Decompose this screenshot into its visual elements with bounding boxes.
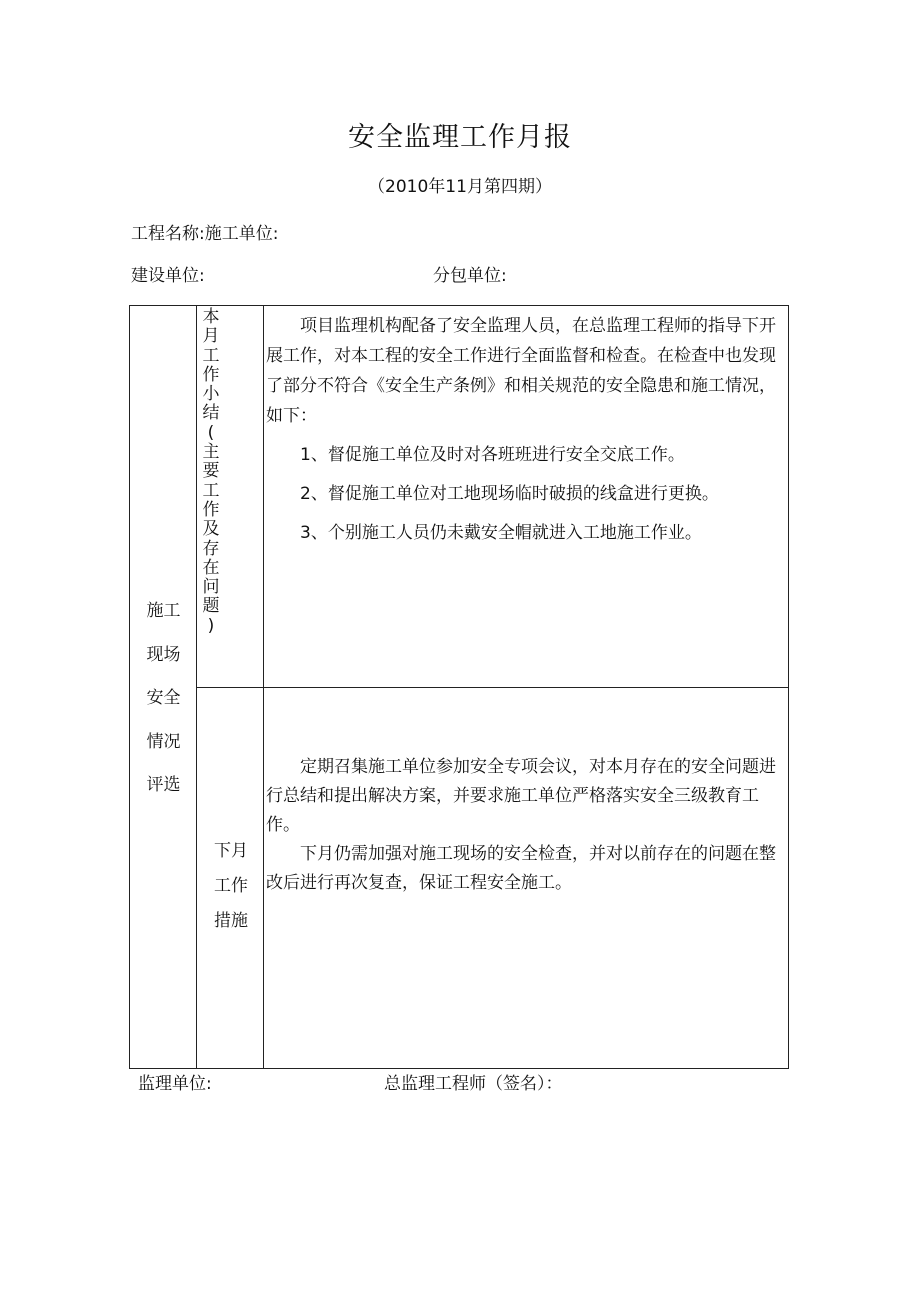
label-char: 题 — [202, 596, 220, 617]
side-label-line: 现场 — [146, 644, 181, 665]
label-char: 要 — [202, 461, 220, 482]
chief-engineer-signature-label: 总监理工程师（签名）： — [384, 1074, 563, 1094]
side-label-line: 施工 — [146, 601, 181, 621]
next-label-line: 工作 — [214, 876, 248, 896]
next-month-measures-content — [266, 753, 788, 898]
label-char: 工 — [202, 345, 220, 366]
next-month-measures-label — [198, 834, 264, 939]
side-label-line: 评选 — [146, 775, 181, 795]
measure-paragraph: 下月仍需加强对施工现场的安全检查，并对以前存在的问题在整改后进行再次复查，保证工程安全施工。 — [266, 844, 776, 893]
label-char: 问 — [202, 577, 220, 598]
next-label-line: 下月 — [214, 841, 248, 861]
next-label-line: 措施 — [214, 911, 248, 931]
label-char: ) — [207, 615, 215, 636]
label-char: 作 — [202, 499, 220, 520]
report-issue: （2010年11月第四期） — [368, 177, 552, 197]
label-char: 存 — [202, 538, 220, 559]
label-char: 工 — [202, 480, 220, 501]
supervisor-unit-label: 监理单位: — [138, 1074, 212, 1094]
summary-item: 3、个别施工人员仍未戴安全帽就进入工地施工作业。 — [300, 523, 702, 543]
subcontractor-label: 分包单位: — [433, 266, 507, 286]
site-safety-evaluation-label — [130, 590, 197, 808]
monthly-summary-label — [198, 308, 224, 636]
owner-unit-label: 建设单位: — [131, 266, 205, 286]
summary-item: 2、督促施工单位对工地现场临时破损的线盒进行更换。 — [300, 484, 719, 504]
label-char: 结 — [202, 403, 220, 424]
label-char: 小 — [202, 384, 220, 405]
monthly-summary-content — [266, 311, 788, 548]
side-label-line: 情况 — [146, 731, 181, 752]
table-row-divider — [196, 687, 788, 688]
label-char: 本 — [202, 307, 220, 327]
side-label-line: 安全 — [146, 688, 181, 708]
label-char: 主 — [202, 442, 220, 463]
report-title: 安全监理工作月报 — [348, 122, 572, 153]
project-contractor-line: 工程名称:施工单位: — [131, 224, 279, 244]
label-char: 在 — [202, 557, 220, 578]
label-char: 及 — [202, 519, 220, 540]
label-char: ( — [207, 422, 215, 443]
label-char: 月 — [202, 326, 220, 347]
summary-paragraph: 项目监理机构配备了安全监理人员，在总监理工程师的指导下开展工作，对本工程的安全工作进行全面监督和检查。在检查中也发现了部分不符合《安全生产条例》和相关规范的安全隐患和施工情况，如下： — [266, 316, 776, 426]
measure-paragraph: 定期召集施工单位参加安全专项会议，对本月存在的安全问题进行总结和提出解决方案，并要求施工单位严格落实安全三级教育工作。 — [266, 757, 776, 835]
report-table — [129, 305, 789, 1069]
label-char: 作 — [202, 364, 220, 385]
summary-item: 1、督促施工单位及时对各班班进行安全交底工作。 — [300, 445, 685, 465]
